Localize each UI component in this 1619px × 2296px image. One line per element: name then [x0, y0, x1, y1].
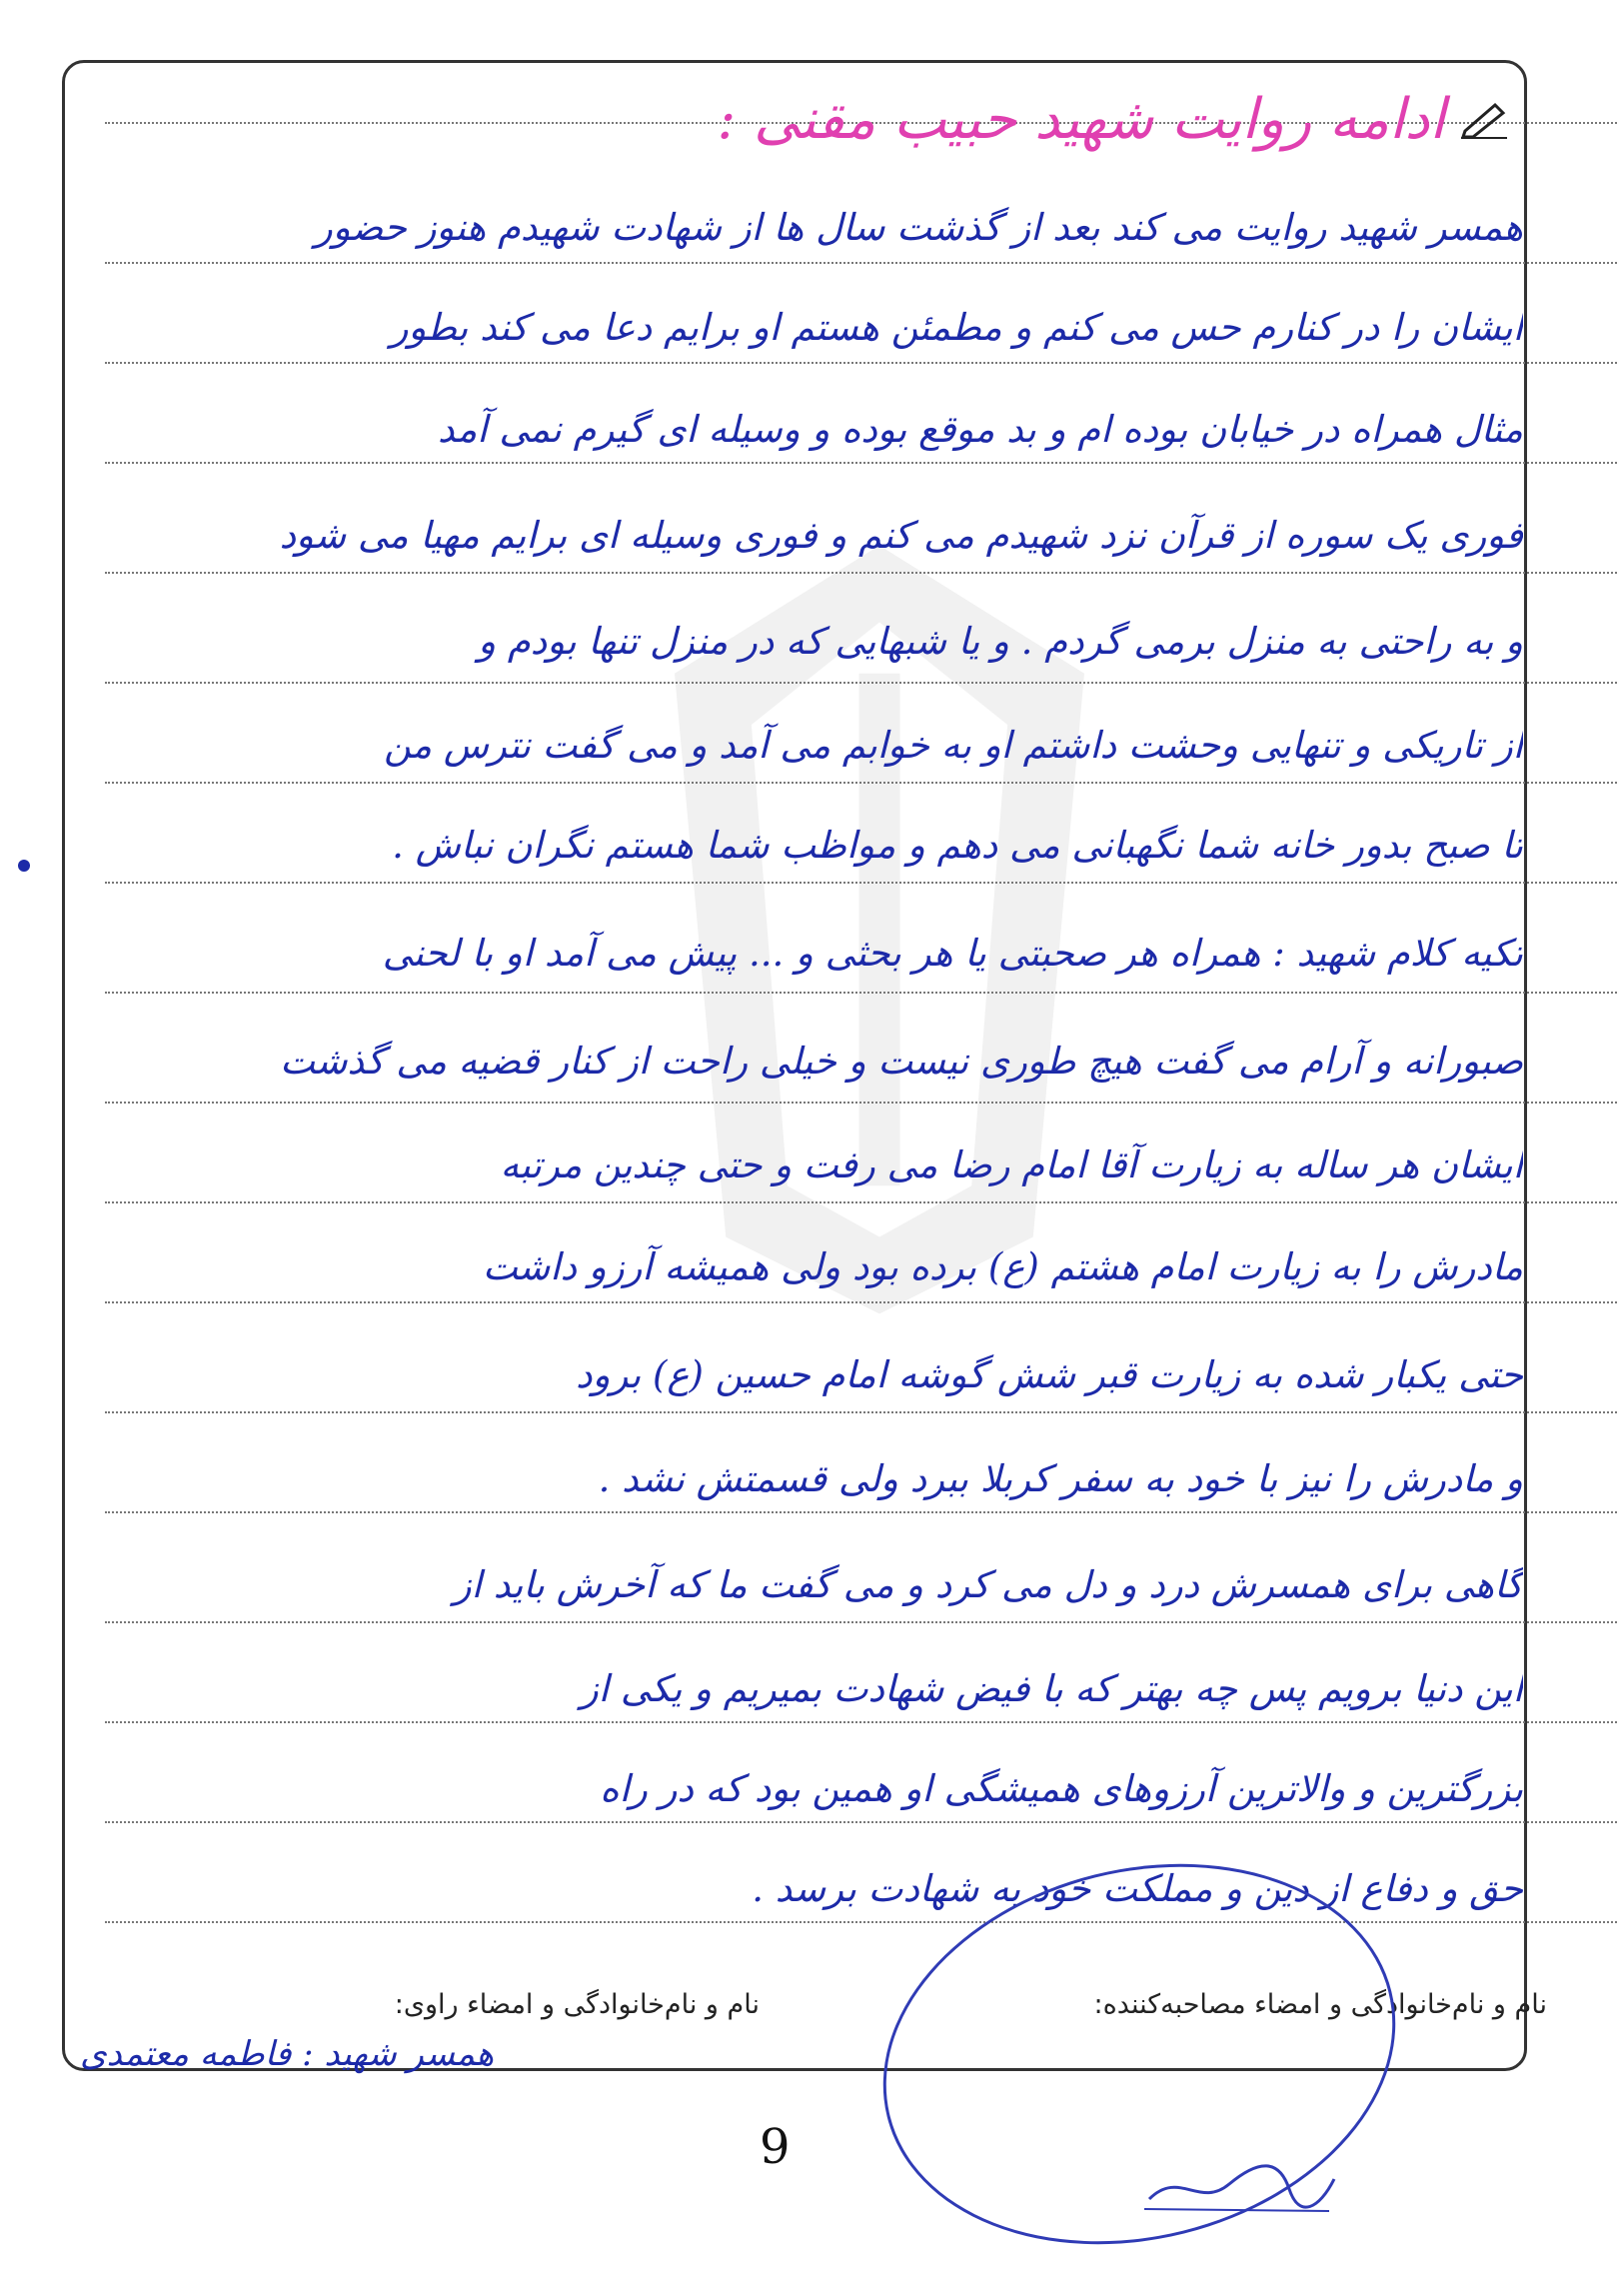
body-line: گاهی برای همسرش درد و دل می کرد و می گفت ما که آخرش باید از	[453, 1563, 1523, 1606]
body-line: تکیه کلام شهید : همراه هر صحبتی یا هر بحثی و ... پیش می آمد او با لحنی	[382, 932, 1523, 975]
body-line: فوری یک سوره از قرآن نزد شهیدم می کنم و فوری وسیله ای برایم مهیا می شود	[279, 514, 1523, 557]
page-header	[718, 64, 1510, 174]
body-line: همسر شهید روایت می کند بعد از گذشت سال ها از شهادت شهیدم هنوز حضور	[314, 206, 1523, 249]
pencil-icon	[1459, 99, 1509, 139]
body-line: و مادرش را نیز با خود به سفر کربلا ببرد ولی قسمتش نشد .	[598, 1457, 1523, 1500]
page-heading: ادامه روایت شهید حبیب مقنی :	[717, 86, 1445, 152]
body-line: این دنیا برویم پس چه بهتر که با فیض شهادت بمیریم و یکی از	[580, 1667, 1523, 1710]
body-line: حتی یکبار شده به زیارت قبر شش گوشه امام حسین (ع) برود	[576, 1353, 1523, 1396]
signature-scribble	[1139, 2149, 1339, 2219]
body-line: تا صبح بدور خانه شما نگهبانی می دهم و مواظب شما هستم نگران نباش .	[392, 824, 1523, 867]
body-line: مادرش را به زیارت امام هشتم (ع) برده بود ولی همیشه آرزو داشت	[482, 1245, 1523, 1288]
narrator-label: نام و نام‌خانوادگی و امضاء راوی:	[394, 1989, 760, 2020]
body-line: مثال همراه در خیابان بوده ام و بد موقع بوده و وسیله ای گیرم نمی آمد	[438, 408, 1523, 451]
interviewer-label: نام و نام‌خانوادگی و امضاء مصاحبه‌کننده:	[1093, 1989, 1547, 2020]
body-line: حق و دفاع از دین و مملکت خود به شهادت برسد .	[752, 1867, 1523, 1910]
body-line: بزرگترین و والاترین آرزوهای همیشگی او همین بود که در راه	[600, 1767, 1523, 1810]
margin-dot	[18, 860, 30, 872]
body-line: و به راحتی به منزل برمی گردم . و یا شبهایی که در منزل تنها بودم و	[478, 620, 1523, 663]
body-line: از تاریکی و تنهایی وحشت داشتم او به خوابم می آمد و می گفت نترس من	[384, 724, 1523, 767]
page-number: 9	[760, 2119, 791, 2175]
body-line: صبورانه و آرام می گفت هیچ طوری نیست و خیلی راحت از کنار قضیه می گذشت	[280, 1040, 1523, 1083]
body-line: ایشان را در کنارم حس می کنم و مطمئن هستم او برایم دعا می کند بطور	[390, 306, 1523, 349]
body-line: ایشان هر ساله به زیارت آقا امام رضا می رفت و حتی چندین مرتبه	[500, 1144, 1523, 1186]
narrator-signature: همسر شهید : فاطمه معتمدی	[80, 2034, 495, 2074]
